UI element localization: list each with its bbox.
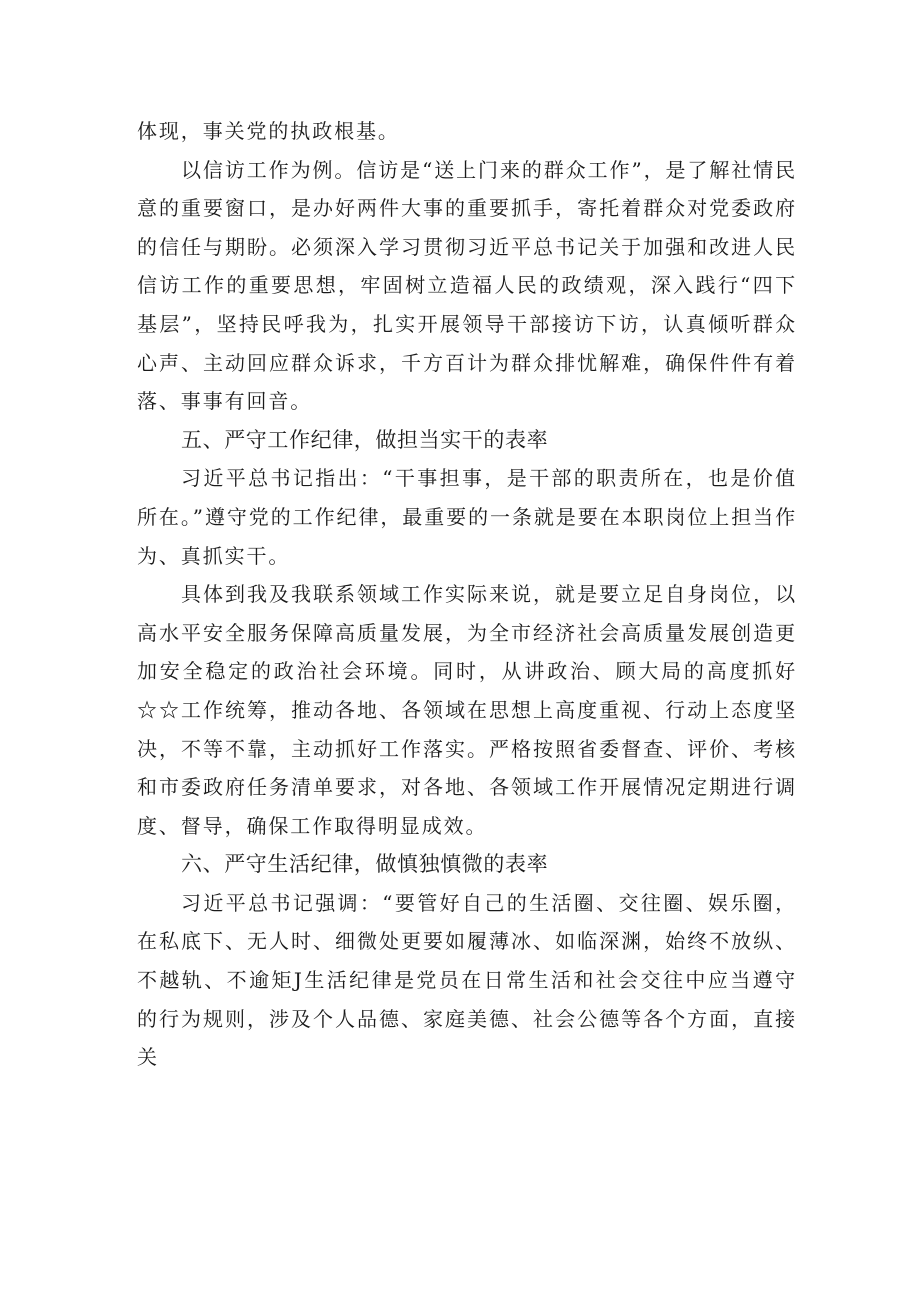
section-heading-6: 六、严守生活纪律，做慎独慎微的表率 bbox=[181, 852, 549, 877]
paragraph-work-practice: 具体到我及我联系领域工作实际来说，就是要立足自身岗位，以高水平安全服务保障高质量发展，为全市经济社会高质量发展创造更加安全稳定的政治社会环境。同时，从讲政治、顾大局的高度抓好☆☆工作统筹，推动各地、各领域在思想上高度重视、行动上态度坚决，不等不靠，主动抓好工作落实。严格按照省委督查、评价、考核和市委政府任务清单要求，对各地、各领域工作开展情况定期进行调度、督导，确保工作取得明显成效。 bbox=[137, 582, 797, 838]
paragraph-life-discipline: 习近平总书记强调：“要管好自己的生活圈、交往圈、娱乐圈，在私底下、无人时、细微处更要如履薄冰、如临深渊，始终不放纵、不越轨、不逾矩J生活纪律是党员在日常生活和社会交往中应当遵守的行为规则，涉及个人品德、家庭美德、社会公德等各个方面，直接关 bbox=[137, 890, 797, 1070]
document-body bbox=[137, 112, 797, 1077]
section-heading-5: 五、严守工作纪律，做担当实干的表率 bbox=[181, 427, 549, 452]
paragraph-work-discipline-quote: 习近平总书记指出：“干事担事，是干部的职责所在，也是价值所在。”遵守党的工作纪律，最重要的一条就是要在本职岗位上担当作为、真抓实干。 bbox=[137, 466, 797, 568]
paragraph-petition-work: 以信访工作为例。信访是“送上门来的群众工作”，是了解社情民意的重要窗口，是办好两件大事的重要抓手，寄托着群众对党委政府的信任与期盼。必须深入学习贯彻习近平总书记关于加强和改进人民信访工作的重要思想，牢固树立造福人民的政绩观，深入践行“四下基层”，坚持民呼我为，扎实开展领导干部接访下访，认真倾听群众心声、主动回应群众诉求，千方百计为群众排忧解难，确保件件有着落、事事有回音。 bbox=[137, 157, 797, 414]
paragraph-continuation: 体现，事关党的执政根基。 bbox=[137, 119, 400, 143]
